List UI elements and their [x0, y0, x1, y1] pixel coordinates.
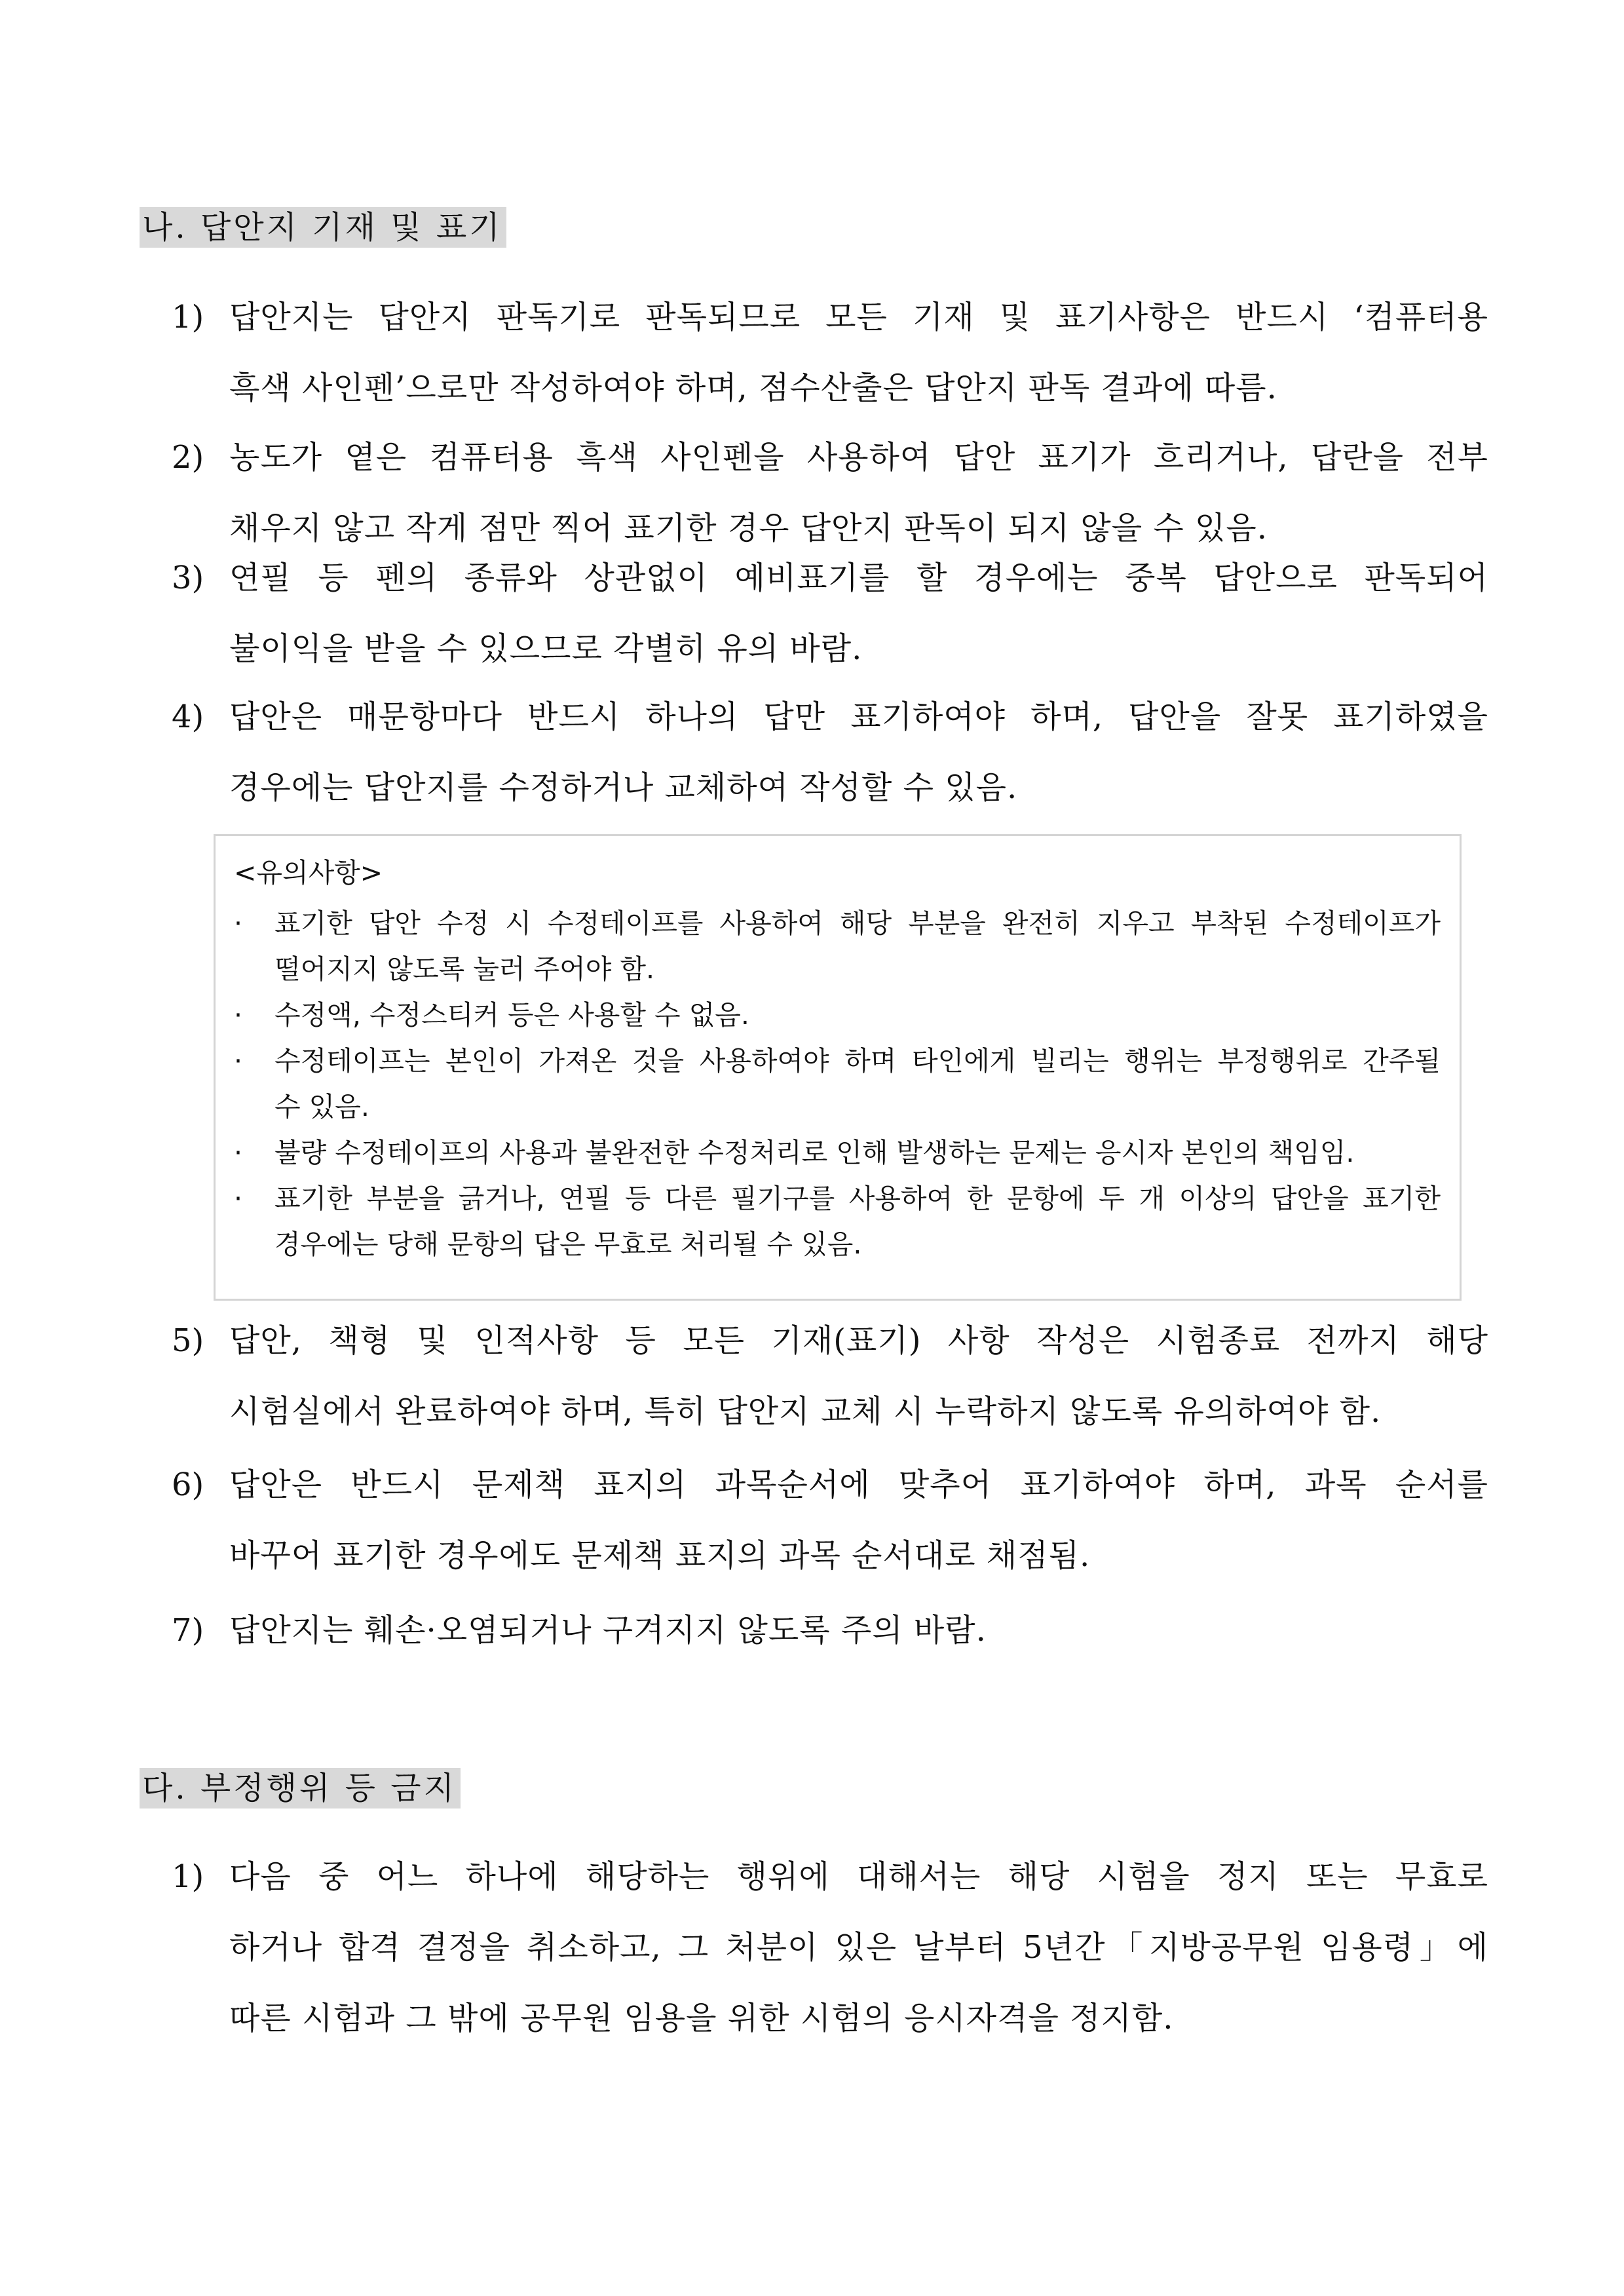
item-line: 바꾸어 표기한 경우에도 문제책 표지의 과목 순서대로 채점됨.: [229, 1537, 1091, 1574]
note-item: [234, 1130, 1441, 1176]
section-heading-da: 다. 부정행위 등 금지: [140, 1768, 461, 1808]
item-line: 답안지는 답안지 판독기로 판독되므로 모든 기재 및 표기사항은 반드시 ‘컴퓨터용: [229, 299, 1488, 335]
item-line: 답안은 반드시 문제책 표지의 과목순서에 맞추어 표기하여야 하며, 과목 순서를: [229, 1466, 1488, 1503]
note-item: [234, 1038, 1441, 1130]
note-line: 불량 수정테이프의 사용과 불완전한 수정처리로 인해 발생하는 문제는 응시자 본인의 책임임.: [274, 1137, 1355, 1168]
note-line: 표기한 부분을 긁거나, 연필 등 다른 필기구를 사용하여 한 문항에 두 개 이상의 답안을 표기한: [274, 1183, 1441, 1214]
bullet-dot: ·: [234, 999, 243, 1031]
list-item-na-3: [172, 543, 1488, 684]
note-line: 수 있음.: [274, 1091, 369, 1122]
item-line: 다음 중 어느 하나에 해당하는 행위에 대해서는 해당 시험을 정지 또는 무효로: [229, 1858, 1488, 1895]
item-line: 연필 등 펜의 종류와 상관없이 예비표기를 할 경우에는 중복 답안으로 판독되어: [229, 560, 1488, 596]
list-item-na-6: [172, 1449, 1488, 1591]
list-item-na-4: [172, 681, 1488, 823]
bullet-dot: ·: [234, 908, 243, 939]
note-line: 경우에는 당해 문항의 답은 무효로 처리될 수 있음.: [274, 1229, 862, 1260]
item-line: 따른 시험과 그 밖에 공무원 임용을 위한 시험의 응시자격을 정지함.: [229, 2000, 1174, 2037]
item-line: 하거나 합격 결정을 취소하고, 그 처분이 있은 날부터 5년간「지방공무원 임용령」에: [229, 1929, 1488, 1966]
section-heading-na: 나. 답안지 기재 및 표기: [140, 207, 506, 248]
item-line: 시험실에서 완료하여야 하며, 특히 답안지 교체 시 누락하지 않도록 유의하여야 함.: [229, 1393, 1382, 1430]
note-item: [234, 900, 1441, 992]
item-number: 1): [172, 1858, 204, 1895]
note-item: [234, 1176, 1441, 1267]
item-number: 7): [172, 1612, 204, 1649]
bullet-dot: ·: [234, 1137, 243, 1168]
item-line: 경우에는 답안지를 수정하거나 교체하여 작성할 수 있음.: [229, 769, 1018, 806]
item-number: 5): [172, 1322, 204, 1359]
item-line: 답안지는 훼손·오염되거나 구겨지지 않도록 주의 바람.: [229, 1612, 987, 1649]
note-item: [234, 992, 1441, 1038]
list-item-da-1: [172, 1841, 1488, 2054]
item-line: 답안은 매문항마다 반드시 하나의 답만 표기하여야 하며, 답안을 잘못 표기하였을: [229, 698, 1488, 735]
item-line: 채우지 않고 작게 점만 찍어 표기한 경우 답안지 판독이 되지 않을 수 있음.: [229, 510, 1268, 546]
bullet-dot: ·: [234, 1045, 243, 1077]
item-line: 흑색 사인펜’으로만 작성하여야 하며, 점수산출은 답안지 판독 결과에 따름.: [229, 370, 1277, 406]
item-number: 6): [172, 1466, 204, 1503]
list-item-na-1: [172, 282, 1488, 423]
item-number: 1): [172, 299, 204, 335]
item-line: 농도가 옅은 컴퓨터용 흑색 사인펜을 사용하여 답안 표기가 흐리거나, 답란을 전부: [229, 439, 1488, 476]
list-item-na-7: [172, 1595, 1488, 1666]
note-line: 수정액, 수정스티커 등은 사용할 수 없음.: [274, 999, 749, 1031]
item-number: 2): [172, 439, 204, 476]
note-line: 수정테이프는 본인이 가져온 것을 사용하여야 하며 타인에게 빌리는 행위는 부정행위로 간주될: [274, 1045, 1441, 1077]
item-line: 답안, 책형 및 인적사항 등 모든 기재(표기) 사항 작성은 시험종료 전까지 해당: [229, 1322, 1488, 1359]
item-number: 3): [172, 560, 204, 596]
notes-box: [214, 834, 1462, 1301]
list-item-na-5: [172, 1305, 1488, 1447]
bullet-dot: ·: [234, 1183, 243, 1214]
item-line: 불이익을 받을 수 있으므로 각별히 유의 바람.: [229, 630, 863, 667]
note-line: 떨어지지 않도록 눌러 주어야 함.: [274, 953, 655, 985]
notes-title: <유의사항>: [234, 857, 383, 889]
note-line: 표기한 답안 수정 시 수정테이프를 사용하여 해당 부분을 완전히 지우고 부착된 수정테이프가: [274, 908, 1441, 939]
item-number: 4): [172, 698, 204, 735]
